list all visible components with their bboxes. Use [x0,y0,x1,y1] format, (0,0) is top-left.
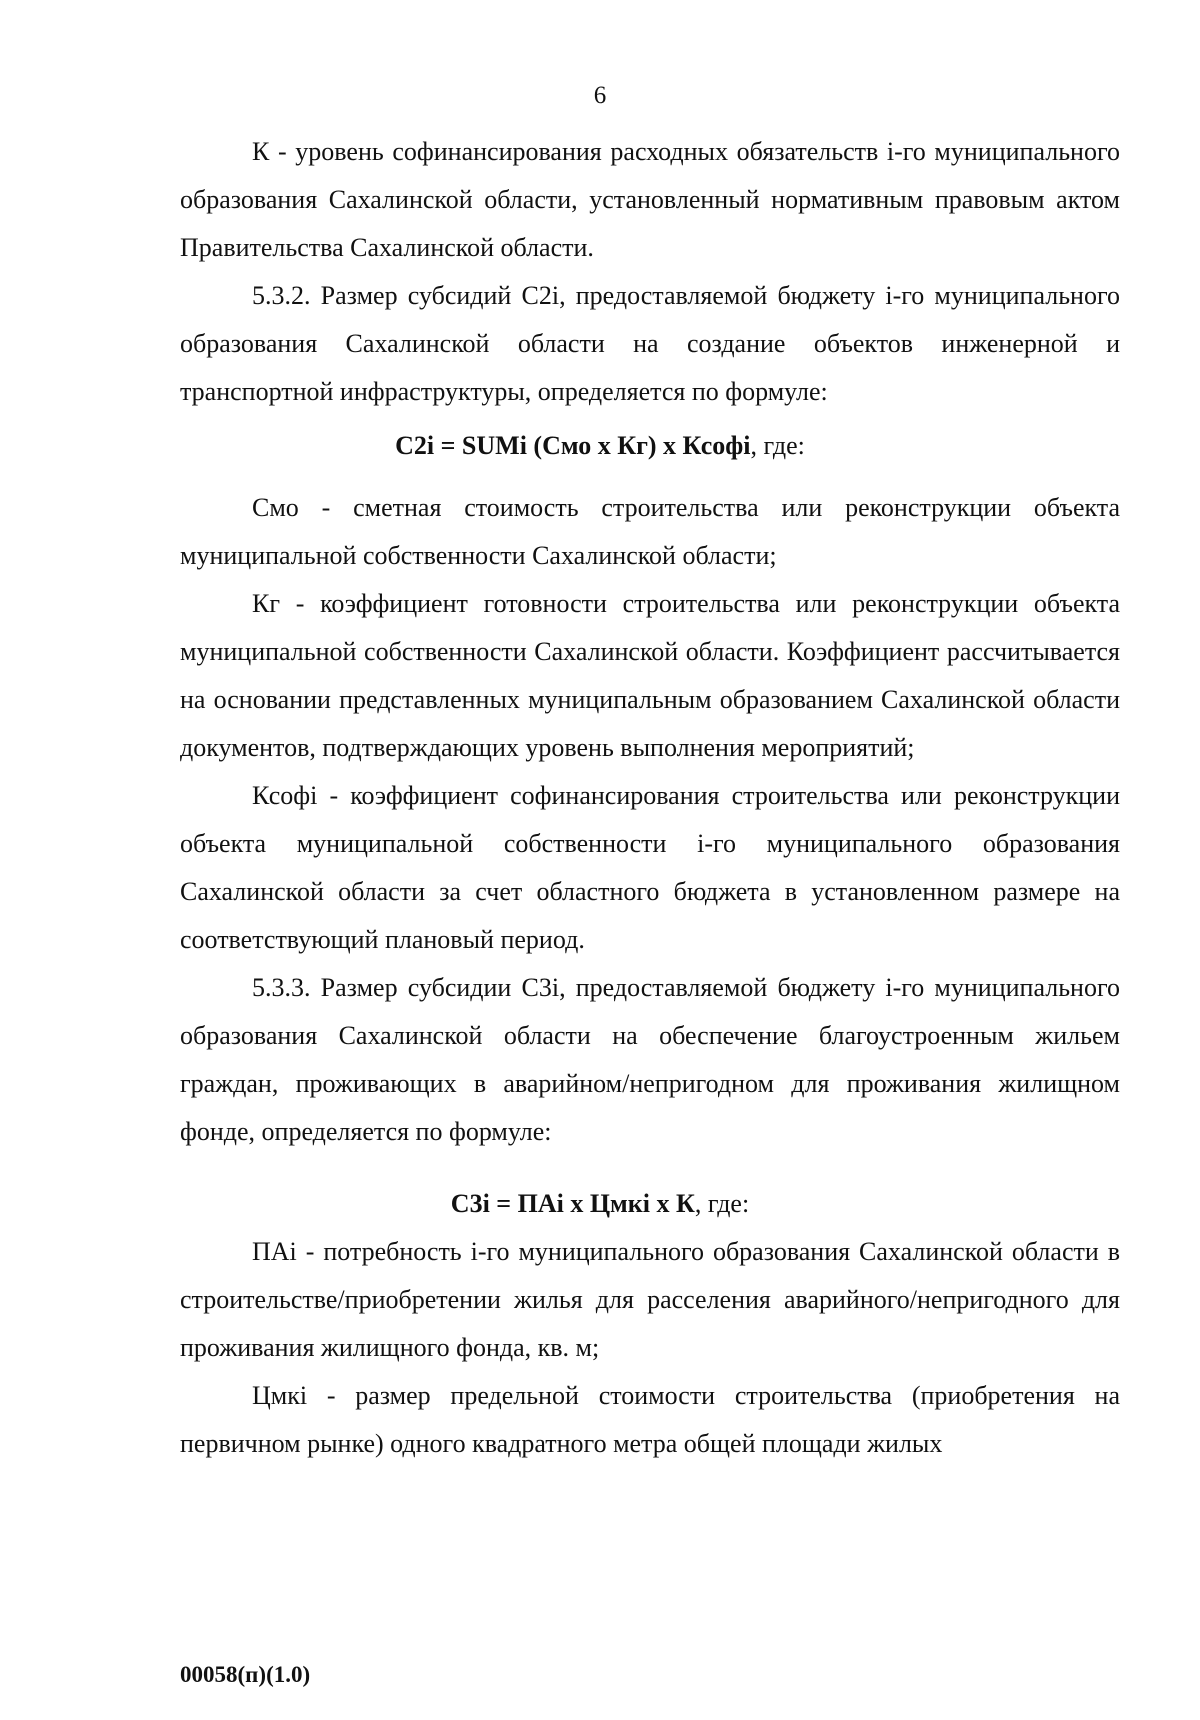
formula-c2i [0,422,1200,470]
paragraph-5-3-2: 5.3.2. Размер субсидий С2i, предоставляемой бюджету i-го муниципального образования Сахалинской области на создание объектов инженерной и транспортной инфраструктуры, определяется по формуле: [180,281,1120,406]
paragraph-k-definition: К - уровень софинансирования расходных обязательств i-го муниципального образования Сахалинской области, установленный нормативным правовым актом Правительства Сахалинской области. [180,137,1120,262]
formula-c3i-suffix: , где: [694,1189,750,1218]
paragraph-kg-definition: Кг - коэффициент готовности строительства или реконструкции объекта муниципальной собственности Сахалинской области. Коэффициент рассчитывается на основании представленных муниципальным образованием Сахалинской области документов, подтверждающих уровень выполнения мероприятий; [180,589,1120,762]
paragraph-cmki-definition: Цмкi - размер предельной стоимости строительства (приобретения на первичном рынке) одного квадратного метра общей площади жилых [180,1381,1120,1458]
paragraph-ksof-definition: Ксофi - коэффициент софинансирования строительства или реконструкции объекта муниципальной собственности i-го муниципального образования Сахалинской области за счет областного бюджета в установленном размере на соответствующий плановый период. [180,781,1120,954]
formula-c2i-expression: С2i = SUMi (Смо х Кг) х Ксофi [395,431,751,460]
document-code: 00058(п)(1.0) [180,1662,311,1687]
formula-c3i-expression: С3i = ПАi х Цмкi х К [450,1189,695,1218]
text-block-top [180,128,1120,416]
text-block-middle [180,484,1120,1156]
formula-c3i [0,1180,1200,1228]
formula-c2i-suffix: , где: [750,431,805,460]
paragraph-pai-definition: ПАi - потребность i-го муниципального образования Сахалинской области в строительстве/приобретении жилья для расселения аварийного/непригодного для проживания жилищного фонда, кв. м; [180,1237,1120,1362]
text-block-bottom [180,1228,1120,1468]
page-number: 6 [593,82,607,109]
paragraph-smo-definition: Смо - сметная стоимость строительства или реконструкции объекта муниципальной собственности Сахалинской области; [180,493,1120,570]
paragraph-5-3-3: 5.3.3. Размер субсидии С3i, предоставляемой бюджету i-го муниципального образования Сахалинской области на обеспечение благоустроенным жильем граждан, проживающих в аварийном/непригодном для проживания жилищном фонде, определяется по формуле: [180,973,1120,1146]
